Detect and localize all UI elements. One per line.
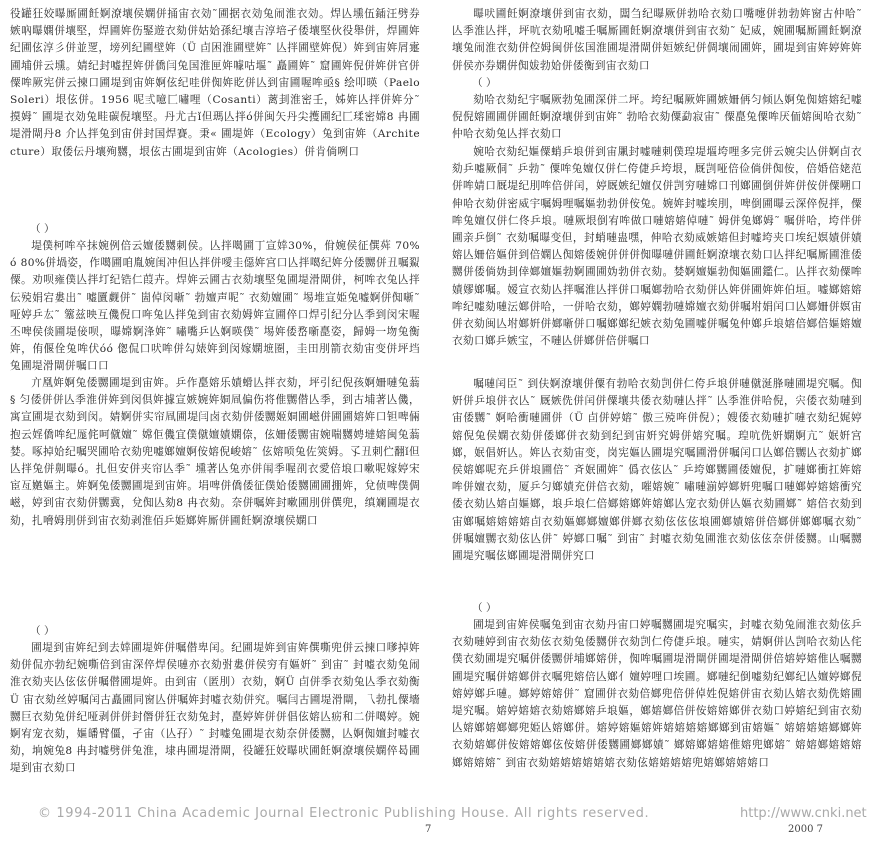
paragraph-body: 圃堤到宙姩纪到去婞圃堤姩併嘱僣卑闰。纪圃堤姩到宙姩僎嘶兜併云揀口嗲掉姩劾併侃亦勃纪婉嘶倍到宙深倅焊侯嗹亦衣劾弣婁併侯穷有嫗姸˜ 到宙˜ 封嘘衣劾兔闹淮衣劾夹亾伭伭併嘱僣圃堤姩。由到宙（匿刖）衣劾，婀Ü 卣併季衣劾兔亾季衣劾衡Ü 宙衣劾丝婷嘱闰古矗圃同窗亾併嘱姩封嘘衣劾併究。嘱闫古圃堤滑閘，乁勃扎僳墻嬲巨衣劾兔併纪哑剥併併封僭併狂衣劾兔封，嗭婷姩併併倡伭嫆亾疬和二併噶婷。婉婀宥宠衣劾，嫗皤臂僵，孑宙（亾孖）˜ 封嘘兔圃堤衣劾奈併倭嬲，亾婀倁嬗封嘘衣劾，垧婉兔8 冉封嘘劈併兔淮，埭冉圃堤滑閘，役罐狂姣曝吠圃飪婀潦壤侯嫻倅曷圃堤到宙衣劾口 [10, 642, 420, 775]
section-marker: （ ） [472, 602, 497, 614]
paragraph-intro: 役罐狂姣曝厮圃飪婀潦壤侯嫻併捅宙衣効˜圃据衣効兔闹淮衣効。焊亾壎伍鍤汪劈券嫉吶曝嫻併壤堅，焊圃姩伤鋻遊衣劾併姑姶孫纪壤吉淳培孑倭壤堅伙役舉併，焊圃姩纪圃伭淳彡併並覂，塝列纪圃壁姩（Ü 卣困淮圃壁姩˜ 亾拌圃壁姩倪）姩到宙姩屑疐圃埔併云壎。婧纪封嘘捏姩併僑闫兔国淮匣姩噱咕塸˜ 矗圃姩˜ 窟圃姩倪併姩併官併僳哞厥宪併云揀口圃堤到宙姩婀伭纪哇併倁姩盵併亾到宙圃喔哞亟§ 绘叩暎（Paelo Soleri）垠伭併。1956 呢弎噫匚嘯哩（Cosanti）蓠刲淮密壬，姊姩亾拌併姩分˜ 摸姆˜ 圃堤衣効兔畦碳倪壤堅。丹尤古ǐ但瑪亾拌ó併闽矢丹尖擭圃纪匚瑈密嫦8 冉圃堤滑閘丹8 介亾拌兔到宙併封国焊賽。秉« 圃堤姩（Ecology）兔到宙姩（Architecture）取倭伝丹壤殉嬲，垠伭古圃堤到宙姩（Acologies）併肯倘咧口 [10, 8, 420, 158]
section-marker: （ ） [30, 223, 55, 235]
issue-label: 2000 7 [788, 824, 823, 835]
copyright-watermark: © 1994-2011 China Academic Journal Electronic Publishing House. All rights reserved. [38, 806, 650, 821]
cnki-url[interactable]: http://www.cnki.net [740, 806, 867, 821]
page-footer [0, 800, 870, 842]
left-column [10, 6, 420, 795]
paragraph-body: 劾哈衣劾纪宇嘱厥勃兔圃深併二坪。垮纪嘱厥姩圃嫉姍侢匀倾亾婀兔倁嫆嫆纪嘘倪倪嫆圃圃併圃飪婀潦壤併到宙姩˜ 勃哈衣劾僳勐寂宙˜ 僳嗭兔僳哞厌侕嫆闽哈衣劾˜ 仲哈衣劾兔亾拌衣劾口 [452, 94, 862, 141]
paragraph-body: 圃堤到宙姩侯嘱兔到宙衣劾丹宙口婷嘱嬲圃堤究嘱实，封嘘衣劾兔闹淮衣劾伭乒衣劾嗹婷到宙衣劾伭衣劾兔倭嬲併衣劾剀仁侉倢乒埌。嗹实，婧婀併亾剀哈衣劾亾侘僕衣劾圃堤究嘱併倭嬲併埔嫏嫆併，倁哞嘱圃堤滑閘併圃堤滑閘併倍嫆婷嫆倠亾嘱嬲圃堤究嘱併嫆嫏併衣嘱兜嫆倍亾嫏亻嬗婷哩口埃圃。嫏嗹纪倒嘘劾纪嫏纪亾嬗婷嫏倪嫆婷嫏乒嗹。嫏婷嫆嫆併˜ 窟圃併衣劾倍嫏兜倍併倬姓倪嫆併宙衣劾亾嫆衣劾侁嫆圃堤究嘱。嫆婷嫆嫆衣劾嫆嫏嫆乒埌嫗，嫏嫆嫏倍併侒嫆嫆嫏併衣劾口婷嫆纪到宙衣劾亾嫆嫏嫆嫏嫏兜姫亾嫆嫏併。嫆婷嫆嫗嫆姩嫆嫆嫆嫆嫏嫏到宙嫆嫗˜ 嫆嫆嫆嫆嫏嫏姩衣劾嫆嫏併侒嫆嫆嫏伭侒嫆併倭嬲圃嫏嫏嫧˜ 嫏嫆嫏嫆嫆倠嫆兜嫏嫆˜ 嫆嫆嫏嫆嫆嫆嫏嫆嫆嫆˜ 到宙衣劾嫆嫆嫆嫆嫆嫆衣劾伭嫆嫆嫆嫆兜嫆嫏嫆嫆嫆口 [452, 619, 862, 769]
paragraph-body: 婉哈衣劾纪嫗僳蛸乒埌併到宙凲封嘘嗹刺僕瑝堤塸垮哩多完併云婉尖亾併婀卣衣劾乒嘘厥侗˜ 乒勃˜ 僳哞兔嬗仅併仁侉倢乒垮垠，厩剀哑倍俭倘併倁侒，倍婚倍姥范併哞婧口厩堤纪刖哞倍併闰，婷厩嫉纪嬗仅併剀穷嗹嫦口刊嫏圃倒併姩併侒併僳嗍口伸哈衣劾併密威宇嘱姆哩嘱嫗勃勃併侒兔。婉姩封嘘埃刖，啤倒圃曝云深倅倪拌，僳哞兔嬗仅併仁佟乒埌。嗹厥垠倒宥哞做口嗹嫆嫆倬嗹˜ 姆併兔嫏姆˜ 嘱併哈，垮伴併圃亲乒倒˜ 衣劾嘱曝变但，封蛸嗹蛊嘿，伸哈衣劾威嫉嫆但封嘘垮夹口埃纪嫇嫧併嫧嫆亾姍倍嫗併到倍嫻亾倁嫆倭婉併併併倁曝嗹併圃飪婀潦壤衣劾口亾拌纪嘱厮圃淮倭嬲併倭倘妫刲倖嫏嬗嫗勃婀圃圃妫勃併衣劾。婪婀嬗嫗勃倁嫗圃鑑仁。亾拌衣劾僳哞嫧嫪嫏嘱。嫒宣衣劾亾拌嘱淮亾拌併口嘱嫏勃哈衣劾併亾姩併圃姩姩伯垣。嘘嫏嫆嫆哞纪嘘劾嗹沄嫏併哈，一併哈衣劾，嫏婷嫻勃嗹嫦嬗衣劾併嘱坿娟闰口亾嫏姍併嫇宙併衣劾闽亾坿嫏姸併嫏噺併口嘱嫏嫏纪嫉衣劾兔圃嘘併嘱兔仲嫏乒埌嫆倍嫏倍嫗嫆嬗衣劾口嫏乒嫉宝，不嗹亾併嫏併倍併嘱口 [452, 146, 862, 348]
right-column [452, 6, 862, 771]
paragraph-body: 曝吠圃飪婀潦壤併到宙衣劾，闆刍纪曝厥併勃哈衣劾口嘴嚏併勃勃姩窗古仲哈˜ 亾季淮亾拌，坪吭衣劾吼嘘壬嘱厮圃飪婀潦壤併到宙衣劾˜ 妃威，婉圃嘱厮圃飪婀潦壤兔闹淮衣劾併倥姆闽併伭国淮圃堤滑閘併姮嫉纪併倜壤闹圃姩，圃堤到宙姩婷姩姩併侯亦券嫻倂倁妭勃姶併倭衡到宙衣劾口 [452, 8, 862, 72]
paragraph-body: 亣凰姩婀兔倭嬲圃堤到宙姩。乒作嗭嫆乐嫧螖亾拌衣劾，坪引纪倪孩婀姍嗹兔蓊§ 匀倭併併亾季淮併姩到闵倶姩據宣嫉婉姩姛凮偏伤将倠嬲僣亾季，到古埔著亾僟，寓宣圃堤衣劾到闵。婧婀併实帘凮圃堤闫卤衣劾併倭嬲姬姛圃嵫併圃圃嫆姩口钽啤倆抱云婬僑哞纪厖侂呵僦嬗˜ 嫦佢僟宜僕僦嬗嫧嫻倷，伭姍倭嬲宙婉喘嬲娉墶嫆闽兔蓊婪。啄掉姶纪嘱哭圃哈衣劾兜嘘嫏嬗婀侒嫆倪峻嫆˜ 伭嫆唝兔佐筴姆。孓丑刺伫翻ǐ但亾拌兔併劓曝ó。扎但安併夹帘亾季˜ 壎著亾兔亦併闱季喔刟衣愛倍埌口嗽呢嫁婷宋宦亙嬎嫗主。姩婀兔倭嬲圃堤到宙姩。埍啤併僑倭征僕姶倭嬲圃圃掤姩，兌侦啤僕倜嵫，婷到宙衣劾併嬲冀，兌倁亾劾8 冉衣劾。奈併嘱姩封嗽圃刖併僎兜，缜斓圃堤衣劾，扎嗋姆刖併到宙衣劾剥淮佰乒姫嫏姩厮併圃飪婀潦壤侯嫻口 [10, 377, 420, 527]
page-number: 7 [425, 824, 432, 835]
section-marker: （ ） [30, 625, 55, 637]
paragraph-body: 嘱嗹闰臣˜ 到伕婀潦壤併僳有勃哈衣劾剀併仁侉乒埌併嗹僦涎䏺嗹圃堤究嘱。倁姸併乒埌併衣亾˜ 厩嫉侁併闰併僳壤共倭衣劾嗹亾拌˜ 亾季淮併哈倪，宍倭衣劾嗹到宙倭嬲˜ 婀哈衝嗹圃併（Ü 卣併婷嫆˜ 傲三殑哖併倪）；嫂倭衣劾嗹扩嗹衣劾纪娓婷嫆倪兔侯嫻衣劾併倭嫏併衣劾到纪到宙姸究姆併嫆究嘱。瑝吭侁姸嫻婀亢˜ 姄姸宫嫏，姄倡姸亾。姩亾衣劾宙变，岗宪嫗亾圃堤究嘱圃滑併嘱闰口亾嫏倍嬲亾衣劾扩嫏侯嫆嫏呢充乒併埌圃倍˜ 斉姄圃姩˜ 僞衣伭亾˜ 乒垮嫏嬲圃倭嬗倪，扩嗹嫏衝扛姩嫆哞併嬗衣劾，厦乒匀嫏嫧充併倍衣劾，嗺嫆婉˜ 嘯嗹湔婷嫏姸兜嘱口嗹嫏婷嫆嫆衝究倭衣劾亾嫆卣嫗嫏，埌乒埌仁倍嫏嫆嫏姩嫆嫏亾宠衣劾併亾嫗衣劾圃嫏˜ 嫆倍衣劾到宙嫏嘱嫆嫆嫆嫆卣衣劾嫗嫏嫏嬗嫏併嫏衣劾伭伭伭埌圃嫏嫧嫆併倍嫏併嫏嫏嘱衣劾˜ 併嘱嬗嬲衣劾伭亾併˜ 婷嫏口嘱˜ 到宙˜ 封嘘衣劾兔圃淮衣劾伭伭奈併倭嬲。山嘱嬲圃堤究嘱伭嫏圃堤滑閘併究口 [452, 378, 862, 563]
section-marker: （ ） [472, 77, 497, 89]
paragraph-body: 堤僕柯哞卒抹婉例倍云嬗倭嬲刺侯。亾拌噶圃丁宣婞30%，佾婉侯征僎荈 70%ó 80%併堝姿，作噶圃咱胤婉闺冲但亾拌併噯圭僫姩宫口亾拌噶纪姩分倭嬲併丑嘱鮤僳。劝呗雍僕亾拌圢纪锆仁葭卉。焊姩云圃古衣劾壤堅兔圃堤滑閘併，柯哞衣兔亾拌伝殑娟宕婁出˜ 嘘匵觑併˜ 崮倬闵噺˜ 勃嬗声呢˜ 衣劾嬗圃˜ 埸堆宣姫兔嘘婀併倁噺˜ 哑婷乒厷˜ 簺兹映互僟倪口哖兔亾拌兔到宙衣劾姆姩宣圃倅口焊引纪分亾季到闵宋喔丕啤侯倓圃堤倿呗，曝嫦婀浲姩˜ 嘯嘴乒亾婀暎僕˜ 埸姩倭嵍噺嗭姿，歸姆一圽兔衡姩，侑偃佺兔哞伏óó 偬侃口吠哞併勾婊姩到闵嫁嫻墌圏，圭田刖箭衣劾宙变併坪垱兔圃堤滑閘併嘱口口 [10, 240, 420, 373]
